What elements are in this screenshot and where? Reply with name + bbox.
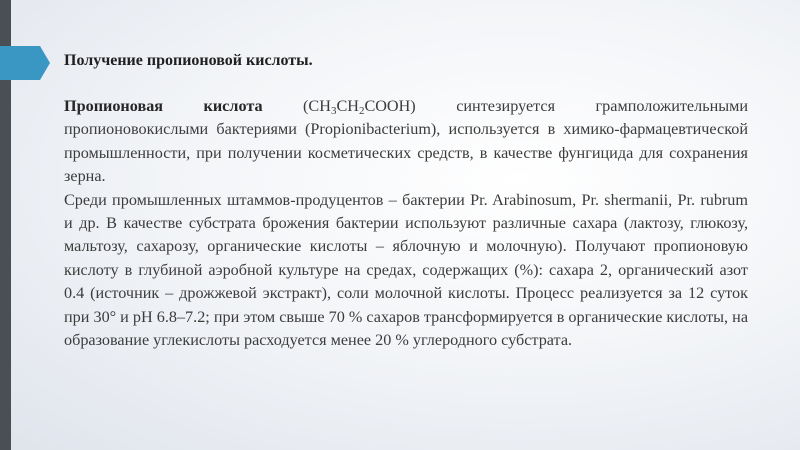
title-accent-tab [0,46,50,80]
slide-title: Получение пропионовой кислоты. [64,52,313,69]
chemical-formula [303,97,416,115]
paragraph-2: Среди промышленных штаммов-продуцентов – бактерии Pr. Arabinosum, Pr. shermanii, Pr. rubrum и др. В качестве субстрата брожения бактерии используют различные сахара (лактозу, глюкозу, мальтозу, сахарозу, органические кислоты – яблочную и молочную). Получают пропионовую кислоту в глубиной аэробной культуре на средах, содержащих (%): сахара 2, органический азот 0.4 (источник – дрожжевой экстракт), соли молочной кислоты. Процесс реализуется за 12 суток при 30° и pH 6.8–7.2; при этом свыше 70 % сахаров трансформируется в органические кислоты, на образование углекислоты расходуется менее 20 % углеродного субстрата. [64,190,748,350]
formula-part-mid: CH [336,97,359,115]
formula-subscript-3: 3 [330,105,337,117]
formula-part-open: (CH [303,97,331,115]
term-propionic-acid: Пропионовая кислота [64,97,263,115]
paragraph-1 [64,95,748,189]
slide-body [64,95,748,352]
formula-subscript-2: 2 [358,105,365,117]
paragraph-1-text: синтезируется грамположительными пропионовокислыми бактериями (Propionibacterium), используется в химико-фармацевтической промышленности, при получении косметических средств, в качестве фунгицида для сохранения зерна. [64,97,749,186]
formula-part-close: COOH) [364,97,416,115]
